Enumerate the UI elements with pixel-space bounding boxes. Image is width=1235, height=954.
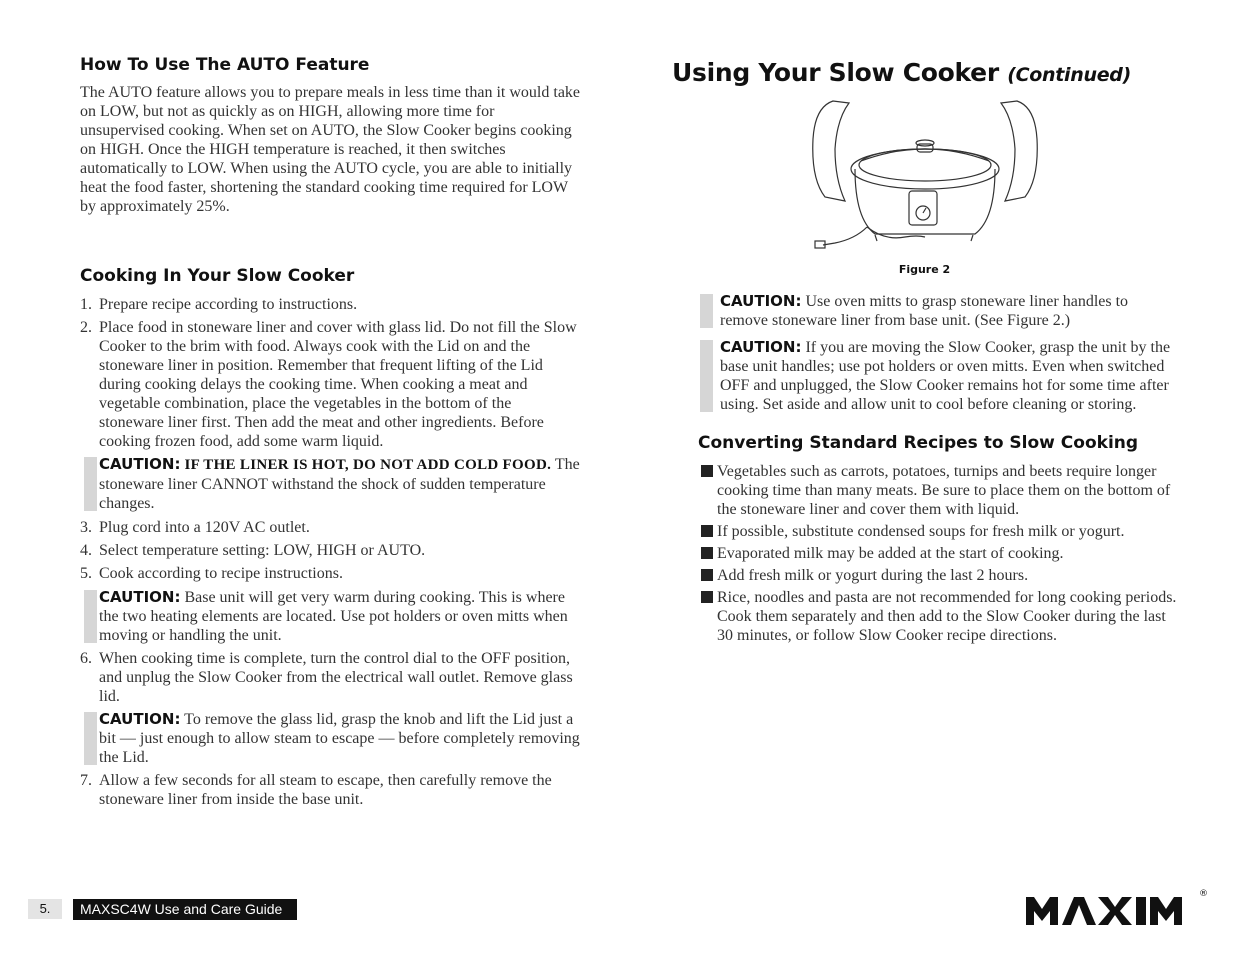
caution-caps-text: IF THE LINER IS HOT, DO NOT ADD COLD FOOD. [184, 457, 552, 473]
caution-label: CAUTION: [99, 710, 181, 728]
page-title-suffix: (Continued) [1007, 64, 1131, 86]
list-item [672, 588, 1177, 645]
figure-caption: Figure 2 [898, 263, 951, 276]
figure-2 [672, 99, 1177, 276]
step-item [80, 649, 580, 706]
list-item-text: Add fresh milk or yogurt during the last 2 hours. [717, 567, 1029, 584]
step-number: 5. [80, 565, 92, 582]
bullet-square [701, 591, 713, 603]
slow-cooker-illustration [805, 99, 1045, 259]
caution-bar [84, 712, 97, 765]
left-column [80, 0, 580, 809]
caution-base-warm [80, 588, 580, 645]
caution-moving [672, 338, 1177, 414]
step-item [80, 541, 580, 560]
auto-body: The AUTO feature allows you to prepare meals in less time than it would take on LOW, but not as quickly as on HIGH, allowing more time for unsupervised cooking. When set on AUTO, the Slow Cooker begins cooking on HIGH. Once the HIGH temperature is reached, it then switches automatically to LOW. When using the AUTO cycle, you are able to initially heat the food faster, shortening the standard cooking time required for LOW by approximately 25%. [80, 84, 581, 215]
bullet-square [701, 465, 713, 477]
page-title [672, 58, 1177, 87]
step-item [80, 518, 580, 537]
step-number: 3. [80, 519, 92, 536]
step-text: Place food in stoneware liner and cover with glass lid. Do not fill the Slow Cooker to the brim with food. Always cook with the Lid on and the stoneware liner in position. Remember that frequent lifting of the Lid during cooking delays the cooking time. When cooking a meat and vegetable combination, place the vegetables in the bottom of the stoneware liner first. Then add the meat and other ingredients. Before cooking frozen food, add some warm liquid. [99, 319, 577, 450]
step-text: Cook according to recipe instructions. [99, 565, 343, 582]
bullet-square [701, 547, 713, 559]
list-item [672, 522, 1177, 541]
list-item-text: If possible, substitute condensed soups for fresh milk or yogurt. [717, 523, 1125, 540]
step-item [80, 564, 580, 583]
guide-title: MAXSC4W Use and Care Guide [73, 899, 297, 920]
auto-heading: How To Use The AUTO Feature [80, 55, 370, 75]
cooking-steps [80, 295, 580, 809]
list-item-text: Rice, noodles and pasta are not recommended for long cooking periods. Cook them separately and then add to the Slow Cooker during the last 30 minutes, or follow Slow Cooker recipe directions. [717, 589, 1177, 644]
step-number: 2. [80, 319, 92, 336]
caution-text: Base unit will get very warm during cooking. This is where the two heating elements are located. Use pot holders or oven mitts when moving or handling the unit. [99, 589, 568, 644]
caution-label: CAUTION: [99, 455, 181, 473]
list-item [672, 462, 1177, 519]
bullet-square [701, 525, 713, 537]
step-number: 6. [80, 650, 92, 667]
page-title-text: Using Your Slow Cooker [672, 58, 999, 87]
step-item [80, 771, 580, 809]
maxim-logo [1026, 891, 1208, 932]
caution-bar [84, 590, 97, 643]
bullet-square [701, 569, 713, 581]
step-text: Allow a few seconds for all steam to escape, then carefully remove the stoneware liner from inside the base unit. [99, 772, 552, 808]
step-number: 1. [80, 296, 92, 313]
step-text: Select temperature setting: LOW, HIGH or AUTO. [99, 542, 426, 559]
maxim-logo-mark [1026, 891, 1208, 927]
caution-text: To remove the glass lid, grasp the knob and lift the Lid just a bit — just enough to allow steam to escape — before completely removing the Lid. [99, 711, 580, 766]
caution-bar [700, 294, 713, 328]
caution-oven-mitts [672, 292, 1177, 330]
caution-text: The stoneware liner CANNOT withstand the shock of sudden temperature changes. [99, 456, 580, 512]
converting-list [672, 462, 1177, 645]
cooking-heading: Cooking In Your Slow Cooker [80, 266, 355, 286]
step-text: Plug cord into a 120V AC outlet. [99, 519, 310, 536]
converting-heading: Converting Standard Recipes to Slow Cooking [698, 433, 1139, 453]
caution-bar [700, 340, 713, 412]
caution-glass-lid [80, 710, 580, 767]
step-number: 7. [80, 772, 92, 789]
step-item [80, 318, 580, 451]
step-text: When cooking time is complete, turn the control dial to the OFF position, and unplug the Slow Cooker from the electrical wall outlet. Remove glass lid. [99, 650, 573, 705]
list-item-text: Vegetables such as carrots, potatoes, turnips and beets require longer cooking time than many meats. Be sure to place them on the bottom of the stoneware liner and cover them with liquid. [717, 463, 1171, 518]
caution-hot-liner [80, 455, 580, 513]
list-item [672, 544, 1177, 563]
step-text: Prepare recipe according to instructions. [99, 296, 358, 313]
step-number: 4. [80, 542, 92, 559]
caution-label: CAUTION: [720, 338, 802, 356]
caution-label: CAUTION: [99, 588, 181, 606]
caution-label: CAUTION: [720, 292, 802, 310]
right-column [672, 0, 1177, 645]
caution-text: If you are moving the Slow Cooker, grasp the unit by the base unit handles; use pot holders or oven mitts. Even when switched OFF and unplugged, the Slow Cooker remains hot for some time after using. Set aside and allow unit to cool before cleaning or storing. [720, 339, 1171, 413]
registered-mark: ® [1199, 889, 1208, 899]
caution-bar [84, 457, 97, 511]
page-number: 5. [28, 899, 62, 919]
step-item [80, 295, 580, 314]
list-item-text: Evaporated milk may be added at the start of cooking. [717, 545, 1064, 562]
caution-text: Use oven mitts to grasp stoneware liner handles to remove stoneware liner from base unit. (See Figure 2.) [720, 293, 1129, 329]
list-item [672, 566, 1177, 585]
